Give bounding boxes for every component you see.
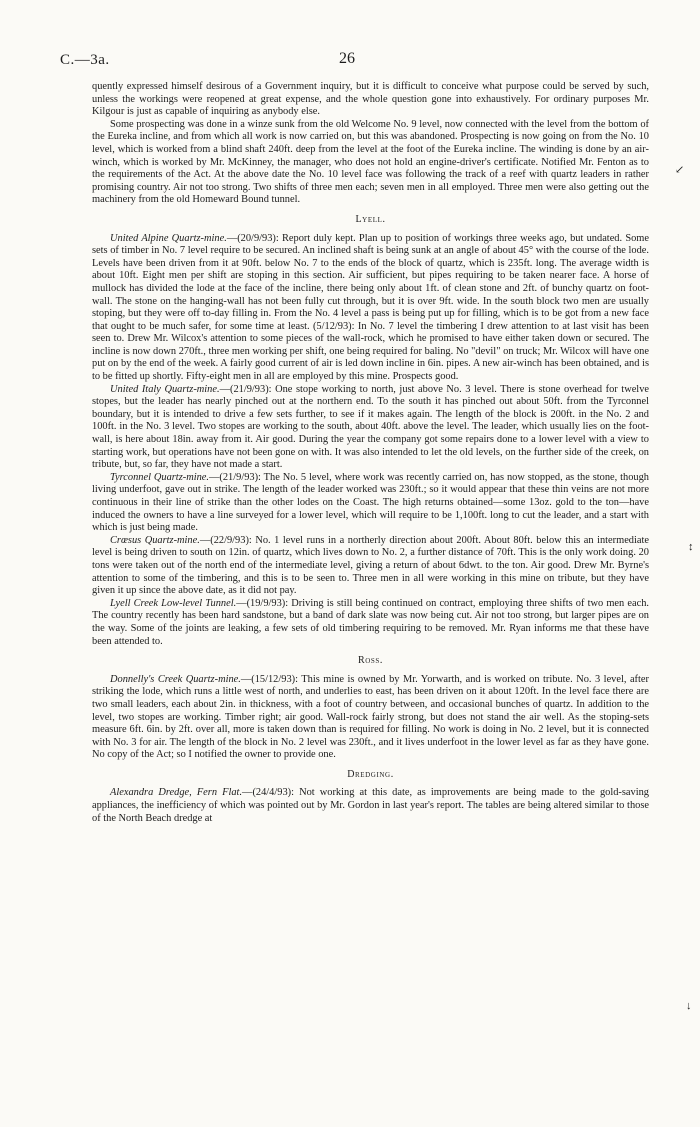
paragraph: Some prospecting was done in a winze sunk from the old Welcome No. 9 level, now connected with the level from the bottom of the Eureka incline, and from which all work is now carried on, but this was abandoned. Prospecting is now going on from the No. 10 level, which is worked from a blind shaft 240ft. deep from the level at the foot of the Eureka incline. The winding is done by an air-winch, which is worked by Mr. McKinney, the manager, who does not hold an engine-driver's certificate. Notified Mr. Fenton as to the requirements of the Act. At the above date the No. 10 level face was following the track of a reef with quartz leaders in rather promising country. Air not too strong. Two shifts of three men each; seven men in all employed. Three men were also getting out the machinery from the old Homeward Bound tunnel. — [92, 118, 649, 206]
mine-title: United Italy Quartz-mine. — [110, 383, 220, 395]
mine-title: Alexandra Dredge, Fern Flat. — [110, 787, 243, 799]
section-heading-lyell: Lyell. — [355, 213, 386, 225]
document-body — [92, 81, 649, 825]
margin-mark: ↙ — [675, 164, 685, 176]
mine-title: Lyell Creek Low-level Tunnel. — [110, 597, 237, 609]
paragraph: United Alpine Quartz-mine.—(20/9/93): Report duly kept. Plan up to position of workings three weeks ago, but undated. Some sets of timber in No. 7 level require to be secured. An inclined shaft is being sunk at an angle of about 45° with the course of the lode. Levels have been driven from it at 90ft. below No. 7 to the ends of the block of quartz, which is 235ft. long. The average width is about 10ft. Eight men per shift are stoping in this section. Air sufficient, but pipes requiring to be taken nearer face. A horse of mullock has divided the lode at the face of the incline, there being only about 1ft. of clean stone and 2ft. of bunchy quartz on foot-wall. The stone on the hanging-wall has not been fully cut through, but it is over 9ft. wide. In the south block two men are usually stoping, but they were off to-day filling in. From the No. 4 level a pass is being put up for filling, which is to be got from a new face that ought to be much safer, for some time at least. (5/12/93): In No. 7 level the timbering I drew attention to at last visit has been seen to. Drew Mr. Wilcox's attention to some pieces of the wall-rock, which he promised to have either taken down or secured. The incline is now down 270ft., three men working per shift, one being required for baling. No "devil" on truck; Mr. Wilcox will have one put on by the end of the week. A fairly good current of air is led down incline in 6in. pipes. A new air-winch has been obtained, and is to be fitted up shortly. Fifty-eight men in all are employed by this mine. Prospects good. — [92, 232, 649, 383]
section-heading-ross: Ross. — [357, 655, 383, 667]
mine-title: Crœsus Quartz-mine. — [110, 534, 200, 546]
section-heading-dredging: Dredging. — [347, 768, 394, 780]
paragraph: quently expressed himself desirous of a Government inquiry, but it is difficult to conceive what purpose could be served by such, unless the workings were reopened at great expense, and the whole question gone into exhaustively. For ordinary purposes Mr. Kilgour is just as capable of inquiring as anybody else. — [92, 81, 649, 118]
paragraph: Lyell Creek Low-level Tunnel.—(19/9/93): Driving is still being continued on contract, employing three shifts of two men each. The country recently has been hard sandstone, but a band of dark slate was now being cut. Air not too strong, but larger pipes are on the way. Some of the joints are leaking, a few sets of old timbering requiring to be removed. Mr. Ryan informs me that these have been attended to. — [92, 597, 649, 647]
paragraph: Tyrconnel Quartz-mine.—(21/9/93): The No. 5 level, where work was recently carried on, has now stopped, as the stone, though living underfoot, gave out in strike. The length of the leader worked was 230ft.; so it would appear that these thin veins are not more continuous in their line of strike than the other lodes on the Coast. The high returns obtained—some 13oz. gold to the ton—have induced the owners to have a line surveyed for a lower level, which will require to be 1,100ft. long to cut the leader, and a start with which is just being made. — [92, 471, 649, 534]
paragraph: Donnelly's Creek Quartz-mine.—(15/12/93): This mine is owned by Mr. Yorwarth, and is worked on tribute. No. 3 level, after striking the lode, which runs a little west of north, and underlies to east, has been driven on it about 120ft. In the level face there are two small leaders, each about 2in. in thickness, with a foot of country between, and occasional bunches of quartz. In addition to the level, two stopes are working. Timber right; air good. Wall-rock fairly strong, but does not stand the air well. As the stoping-sets measure 6ft. 6in. by 2ft. over all, more is taken down than is required for filling. No work is doing in No. 2 level, but it is connected with No. 3 for air. The length of the block in No. 2 level was 230ft., and it lives underfoot in the lower level as far as they have gone. No copy of the Act; so I notified the owner to provide one. — [92, 673, 649, 761]
mine-title: Tyrconnel Quartz-mine. — [110, 471, 209, 483]
mine-title: Donnelly's Creek Quartz-mine. — [110, 673, 241, 685]
document-reference: C.—3a. — [60, 52, 110, 68]
margin-mark: ↓ — [686, 1000, 692, 1012]
mine-title: United Alpine Quartz-mine. — [110, 232, 227, 244]
page-number: 26 — [339, 50, 355, 67]
margin-mark: ↕ — [688, 541, 694, 553]
paragraph: United Italy Quartz-mine.—(21/9/93): One stope working to north, just above No. 3 level. There is stone overhead for twelve stopes, but the leader has nearly pinched out at the northern end. To the south it has pinched out about 50ft. from the Tyrconnel boundary, but it is intended to drive a few sets further, to see if it makes again. The length of the block is 200ft. in the No. 2 and 100ft. in the No. 3 level. Two stopes are working to the south, about 40ft. above the level. The leader, which usually lies on the foot-wall, is here about 18in. away from it. Air good. During the year the company got some repairs done to a lower level with a view to starting work, but operations have not been gone on with. It was also intended to let the old levels, on the further side of the creek, on tribute, but, so far, they have not made a start. — [92, 383, 650, 471]
paragraph: Alexandra Dredge, Fern Flat.—(24/4/93): Not working at this date, as improvements are being made to the gold-saving appliances, the inefficiency of which was pointed out by Mr. Gordon in last year's report. The tables are being altered similar to those of the North Beach dredge at — [92, 787, 650, 824]
paragraph: Crœsus Quartz-mine.—(22/9/93): No. 1 level runs in a northerly direction about 200ft. About 80ft. below this an intermediate level is being driven to south on 12in. of quartz, which lives down to No. 2, a further distance of 70ft. This is the only work doing. 20 tons were taken out of the north end of the intermediate level, giving a return of about 6dwt. to the ton. Air good. Drew Mr. Byrne's attention to some of the timbering, and this is to be seen to. Three men in all were working in this mine on tribute, but they have given it up since the above date, as it did not pay. — [92, 534, 649, 597]
